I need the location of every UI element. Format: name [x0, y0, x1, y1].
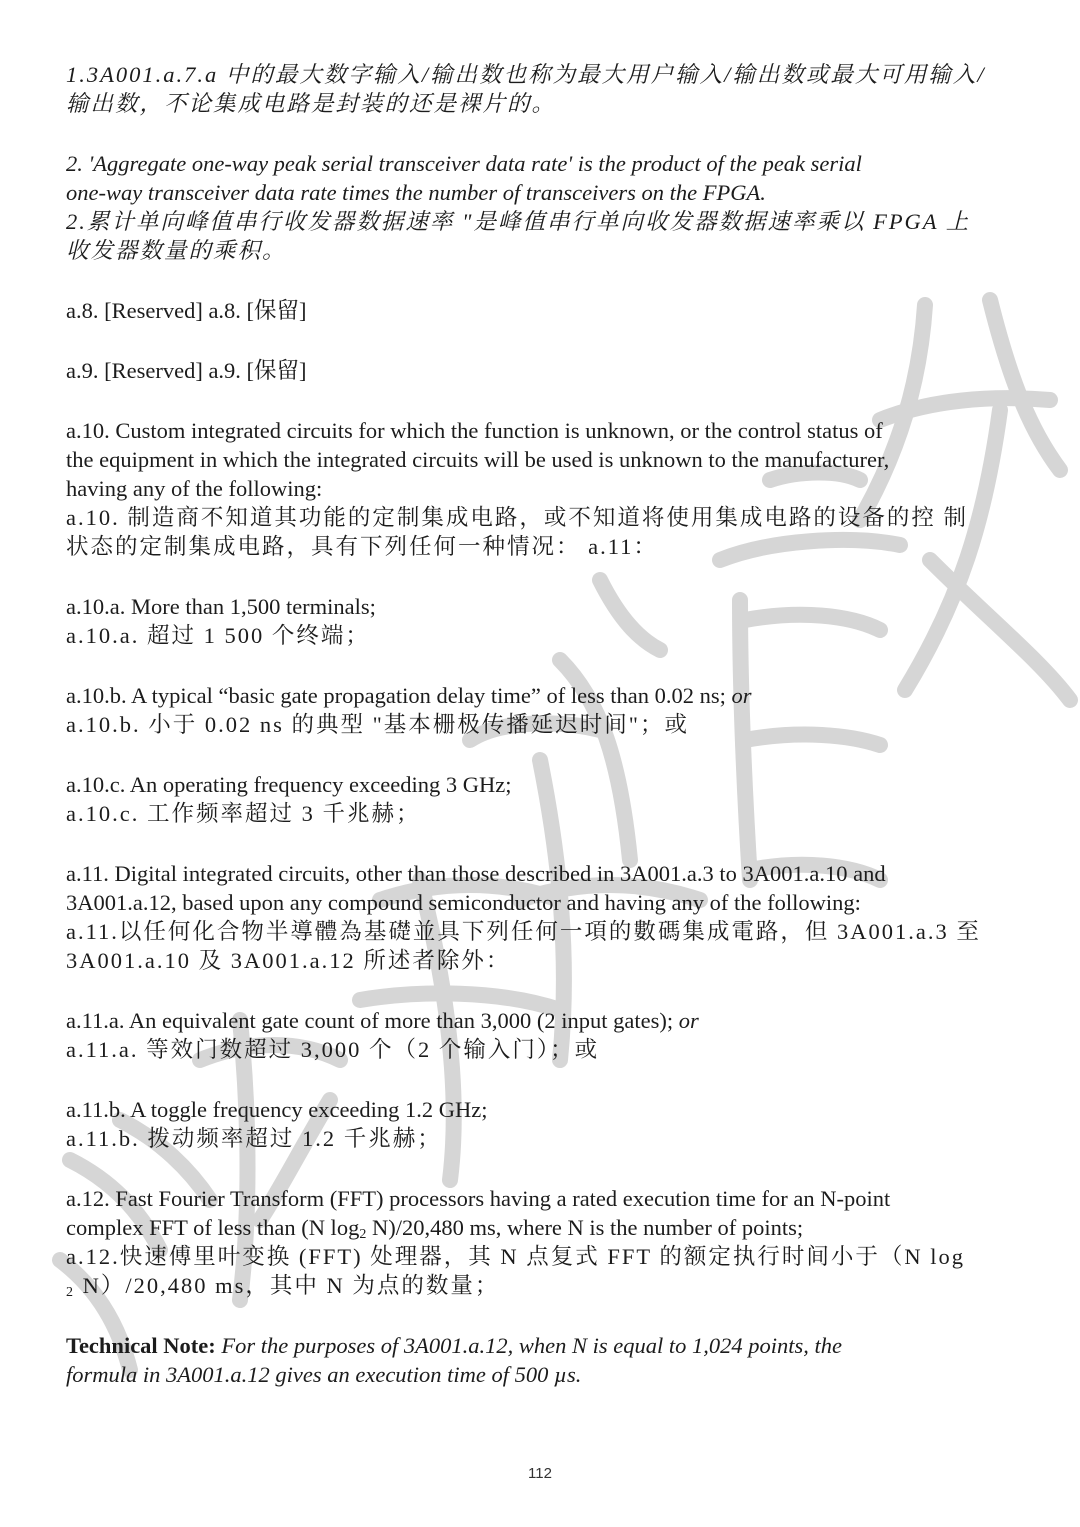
- item-a10-en-line-3: having any of the following:: [66, 476, 323, 501]
- item-a11a-en-line: [66, 1006, 1016, 1035]
- item-a12-cn-line-1: a.12.快速傅里叶变换 (FFT) 处理器，其 N 点复式 FFT 的额定执行时间小于（N log: [66, 1244, 965, 1269]
- document-body: [66, 60, 1016, 1420]
- page-number: 112: [528, 1465, 552, 1482]
- note-2: [66, 149, 1016, 265]
- item-a11a-or: or: [678, 1008, 699, 1033]
- item-a10c: [66, 770, 1016, 828]
- item-a12-en-2b: N)/20,480 ms, where N is the number of points;: [366, 1215, 804, 1240]
- item-a12-en-2a: complex FFT of less than (N log: [66, 1215, 360, 1240]
- item-a10-en-line-1: a.10. Custom integrated circuits for which the function is unknown, or the control status of: [66, 418, 883, 443]
- note-2-en-line-1: 2. 'Aggregate one-way peak serial transceiver data rate' is the product of the peak serial: [66, 151, 862, 176]
- item-a12-cn-line-2: [66, 1271, 1016, 1300]
- item-a12: [66, 1184, 1016, 1300]
- item-a10a: [66, 592, 1016, 650]
- technical-note: [66, 1331, 1016, 1389]
- technical-note-text-2: formula in 3A001.a.12 gives an execution time of 500 µs.: [66, 1362, 582, 1387]
- note-2-cn-line-2: 收发器数量的乘积。: [66, 238, 287, 263]
- item-a10a-cn: a.10.a. 超过 1 500 个终端；: [66, 623, 370, 648]
- item-a10b-cn: a.10.b. 小于 0.02 ns 的典型 "基本栅极传播延迟时间"；或: [66, 712, 689, 737]
- item-a8-text: a.8. [Reserved] a.8. [保留]: [66, 298, 307, 323]
- item-a11-en-line-1: a.11. Digital integrated circuits, other than those described in 3A001.a.3 to 3A001.a.10 and: [66, 861, 886, 886]
- note-1: [66, 60, 1016, 118]
- note-1-line-1: 1.3A001.a.7.a 中的最大数字输入/输出数也称为最大用户输入/输出数或最大可用输入/: [66, 62, 986, 87]
- technical-note-text-1: For the purposes of 3A001.a.12, when N is equal to 1,024 points, the: [215, 1333, 843, 1358]
- technical-note-label: Technical Note:: [66, 1333, 216, 1358]
- item-a11-cn-line-1: a.11.以任何化合物半導體為基礎並具下列任何一項的數碼集成電路，但 3A001.a.3 至: [66, 919, 981, 944]
- item-a10c-cn: a.10.c. 工作频率超过 3 千兆赫；: [66, 801, 421, 826]
- item-a11-en-line-2: 3A001.a.12, based upon any compound semiconductor and having any of the following:: [66, 890, 861, 915]
- item-a11b: [66, 1095, 1016, 1153]
- item-a11b-cn: a.11.b. 拨动频率超过 1.2 千兆赫；: [66, 1126, 442, 1151]
- note-2-en-line-2: one-way transceiver data rate times the number of transceivers on the FPGA.: [66, 180, 766, 205]
- item-a12-en-line-2: [66, 1213, 1016, 1242]
- note-1-line-2: 输出数，不论集成电路是封装的还是裸片的。: [66, 91, 557, 116]
- item-a11a-en: a.11.a. An equivalent gate count of more than 3,000 (2 input gates);: [66, 1008, 679, 1033]
- item-a8: [66, 296, 1016, 325]
- technical-note-line-1: [66, 1331, 1016, 1360]
- item-a11a-cn: a.11.a. 等效门数超过 3,000 个（2 个输入门）；或: [66, 1037, 600, 1062]
- item-a10-cn-line-1: a.10. 制造商不知道其功能的定制集成电路，或不知道将使用集成电路的设备的控 制: [66, 505, 968, 530]
- item-a9-text: a.9. [Reserved] a.9. [保留]: [66, 358, 307, 383]
- item-a10-cn-line-2: 状态的定制集成电路，具有下列任何一种情况： a.11：: [66, 534, 658, 559]
- item-a10c-en: a.10.c. An operating frequency exceeding 3 GHz;: [66, 772, 512, 797]
- item-a10: [66, 416, 1016, 561]
- item-a12-en-line-1: a.12. Fast Fourier Transform (FFT) processors having a rated execution time for an N-point: [66, 1186, 891, 1211]
- item-a11-cn-line-2: 3A001.a.10 及 3A001.a.12 所述者除外：: [66, 948, 511, 973]
- item-a10b-or: or: [731, 683, 752, 708]
- item-a9: [66, 356, 1016, 385]
- item-a12-cn-2b: N）/20,480 ms，其中 N 为点的数量；: [75, 1273, 500, 1298]
- item-a10b-en-line: [66, 681, 1016, 710]
- item-a10-en-line-2: the equipment in which the integrated circuits will be used is unknown to the manufacturer,: [66, 447, 890, 472]
- item-a11: [66, 859, 1016, 975]
- item-a10a-en: a.10.a. More than 1,500 terminals;: [66, 594, 376, 619]
- note-2-cn-line-1: 2.累计单向峰值串行收发器数据速率 "是峰值串行单向收发器数据速率乘以 FPGA 上: [66, 209, 971, 234]
- item-a10b: [66, 681, 1016, 739]
- item-a12-cn-subscript: 2: [66, 1285, 75, 1300]
- item-a12-en-subscript: 2: [359, 1227, 367, 1242]
- item-a11a: [66, 1006, 1016, 1064]
- item-a11b-en: a.11.b. A toggle frequency exceeding 1.2 GHz;: [66, 1097, 488, 1122]
- item-a10b-en: a.10.b. A typical “basic gate propagation delay time” of less than 0.02 ns;: [66, 683, 732, 708]
